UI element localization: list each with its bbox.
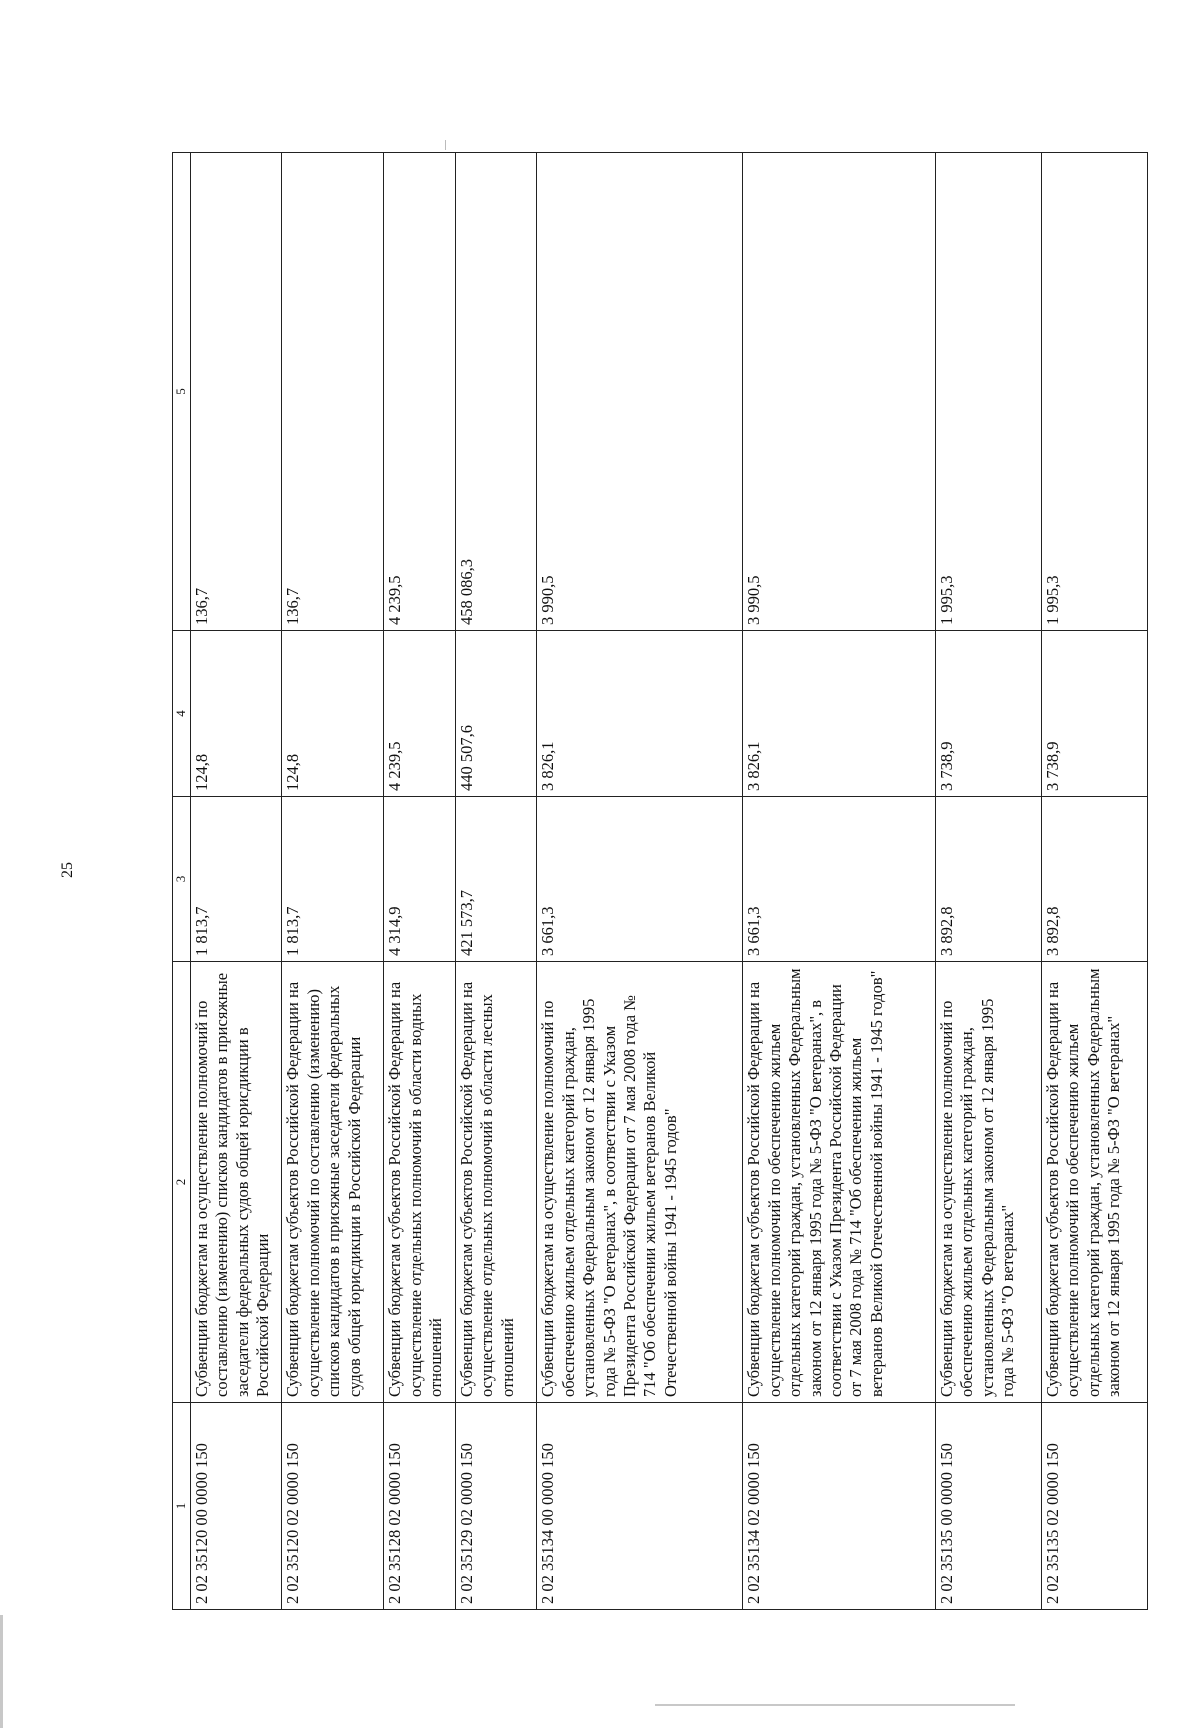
scan-mark bbox=[655, 1704, 1015, 1706]
description-cell: Субвенции бюджетам на осуществление полномочий по обеспечению жильем отдельных категорий граждан, установленных Федеральным законом от 12 января 1995 года № 5-ФЗ "О ветеранах" bbox=[935, 962, 1041, 1403]
value-cell-col3: 3 892,8 bbox=[935, 797, 1041, 962]
value-cell-col5: 4 239,5 bbox=[384, 153, 456, 631]
value-cell-col4: 3 738,9 bbox=[1041, 631, 1147, 797]
table-row bbox=[537, 153, 743, 1610]
value-cell-col5: 3 990,5 bbox=[743, 153, 936, 631]
table-row bbox=[1041, 153, 1147, 1610]
header-cell-3: 3 bbox=[173, 797, 191, 962]
table-header-row bbox=[173, 153, 191, 1610]
description-cell: Субвенции бюджетам субъектов Российской Федерации на осуществление полномочий по составлению (изменению) списков кандидатов в присяжные заседатели федеральных судов общей юрисдикции в Российской Федерации bbox=[282, 962, 384, 1403]
value-cell-col4: 3 826,1 bbox=[537, 631, 743, 797]
code-cell: 2 02 35129 02 0000 150 bbox=[456, 1403, 537, 1610]
code-cell: 2 02 35134 02 0000 150 bbox=[743, 1403, 936, 1610]
value-cell-col4: 3 738,9 bbox=[935, 631, 1041, 797]
code-cell: 2 02 35120 02 0000 150 bbox=[282, 1403, 384, 1610]
table-row bbox=[935, 153, 1041, 1610]
value-cell-col5: 458 086,3 bbox=[456, 153, 537, 631]
value-cell-col5: 136,7 bbox=[190, 153, 282, 631]
value-cell-col5: 1 995,3 bbox=[935, 153, 1041, 631]
scan-mark bbox=[445, 140, 446, 150]
budget-table-frame bbox=[172, 152, 1148, 1610]
header-cell-2: 2 bbox=[173, 962, 191, 1403]
description-cell: Субвенции бюджетам субъектов Российской Федерации на осуществление отдельных полномочий в области лесных отношений bbox=[456, 962, 537, 1403]
code-cell: 2 02 35120 00 0000 150 bbox=[190, 1403, 282, 1610]
description-cell: Субвенции бюджетам субъектов Российской Федерации на осуществление полномочий по обеспечению жильем отдельных категорий граждан, установленных Федеральным законом от 12 января 1995 года № 5-ФЗ "О ветеранах", в соответствии с Указом Президента Российской Федерации от 7 мая 2008 года № 714 "Об обеспечении жильем ветеранов Великой Отечественной войны 1941 - 1945 годов" bbox=[743, 962, 936, 1403]
header-cell-4: 4 bbox=[173, 631, 191, 797]
scan-mark bbox=[0, 1615, 3, 1728]
table-row bbox=[384, 153, 456, 1610]
value-cell-col3: 1 813,7 bbox=[282, 797, 384, 962]
value-cell-col3: 1 813,7 bbox=[190, 797, 282, 962]
code-cell: 2 02 35135 00 0000 150 bbox=[935, 1403, 1041, 1610]
value-cell-col3: 421 573,7 bbox=[456, 797, 537, 962]
value-cell-col4: 3 826,1 bbox=[743, 631, 936, 797]
table-row bbox=[743, 153, 936, 1610]
description-cell: Субвенции бюджетам на осуществление полномочий по обеспечению жильем отдельных категорий граждан, установленных Федеральным законом от 12 января 1995 года № 5-ФЗ "О ветеранах", в соответствии с Указом Президента Российской Федерации от 7 мая 2008 года № 714 "Об обеспечении жильем ветеранов Великой Отечественной войны 1941 - 1945 годов" bbox=[537, 962, 743, 1403]
value-cell-col3: 3 661,3 bbox=[537, 797, 743, 962]
value-cell-col4: 124,8 bbox=[282, 631, 384, 797]
header-cell-1: 1 bbox=[173, 1403, 191, 1610]
table-row bbox=[282, 153, 384, 1610]
value-cell-col5: 136,7 bbox=[282, 153, 384, 631]
value-cell-col3: 4 314,9 bbox=[384, 797, 456, 962]
value-cell-col3: 3 892,8 bbox=[1041, 797, 1147, 962]
description-cell: Субвенции бюджетам субъектов Российской Федерации на осуществление полномочий по обеспечению жильем отдельных категорий граждан, установленных Федеральным законом от 12 января 1995 года № 5-ФЗ "О ветеранах" bbox=[1041, 962, 1147, 1403]
page-number: 25 bbox=[59, 862, 76, 878]
table-row bbox=[190, 153, 282, 1610]
budget-table-rotated bbox=[172, 152, 1148, 1610]
value-cell-col5: 1 995,3 bbox=[1041, 153, 1147, 631]
table-row bbox=[456, 153, 537, 1610]
code-cell: 2 02 35135 02 0000 150 bbox=[1041, 1403, 1147, 1610]
value-cell-col5: 3 990,5 bbox=[537, 153, 743, 631]
code-cell: 2 02 35128 02 0000 150 bbox=[384, 1403, 456, 1610]
value-cell-col3: 3 661,3 bbox=[743, 797, 936, 962]
code-cell: 2 02 35134 00 0000 150 bbox=[537, 1403, 743, 1610]
description-cell: Субвенции бюджетам субъектов Российской Федерации на осуществление отдельных полномочий в области водных отношений bbox=[384, 962, 456, 1403]
value-cell-col4: 4 239,5 bbox=[384, 631, 456, 797]
header-cell-5: 5 bbox=[173, 153, 191, 631]
value-cell-col4: 124,8 bbox=[190, 631, 282, 797]
description-cell: Субвенции бюджетам на осуществление полномочий по составлению (изменению) списков кандидатов в присяжные заседатели федеральных судов общей юрисдикции в Российской Федерации bbox=[190, 962, 282, 1403]
budget-table bbox=[172, 152, 1148, 1610]
value-cell-col4: 440 507,6 bbox=[456, 631, 537, 797]
